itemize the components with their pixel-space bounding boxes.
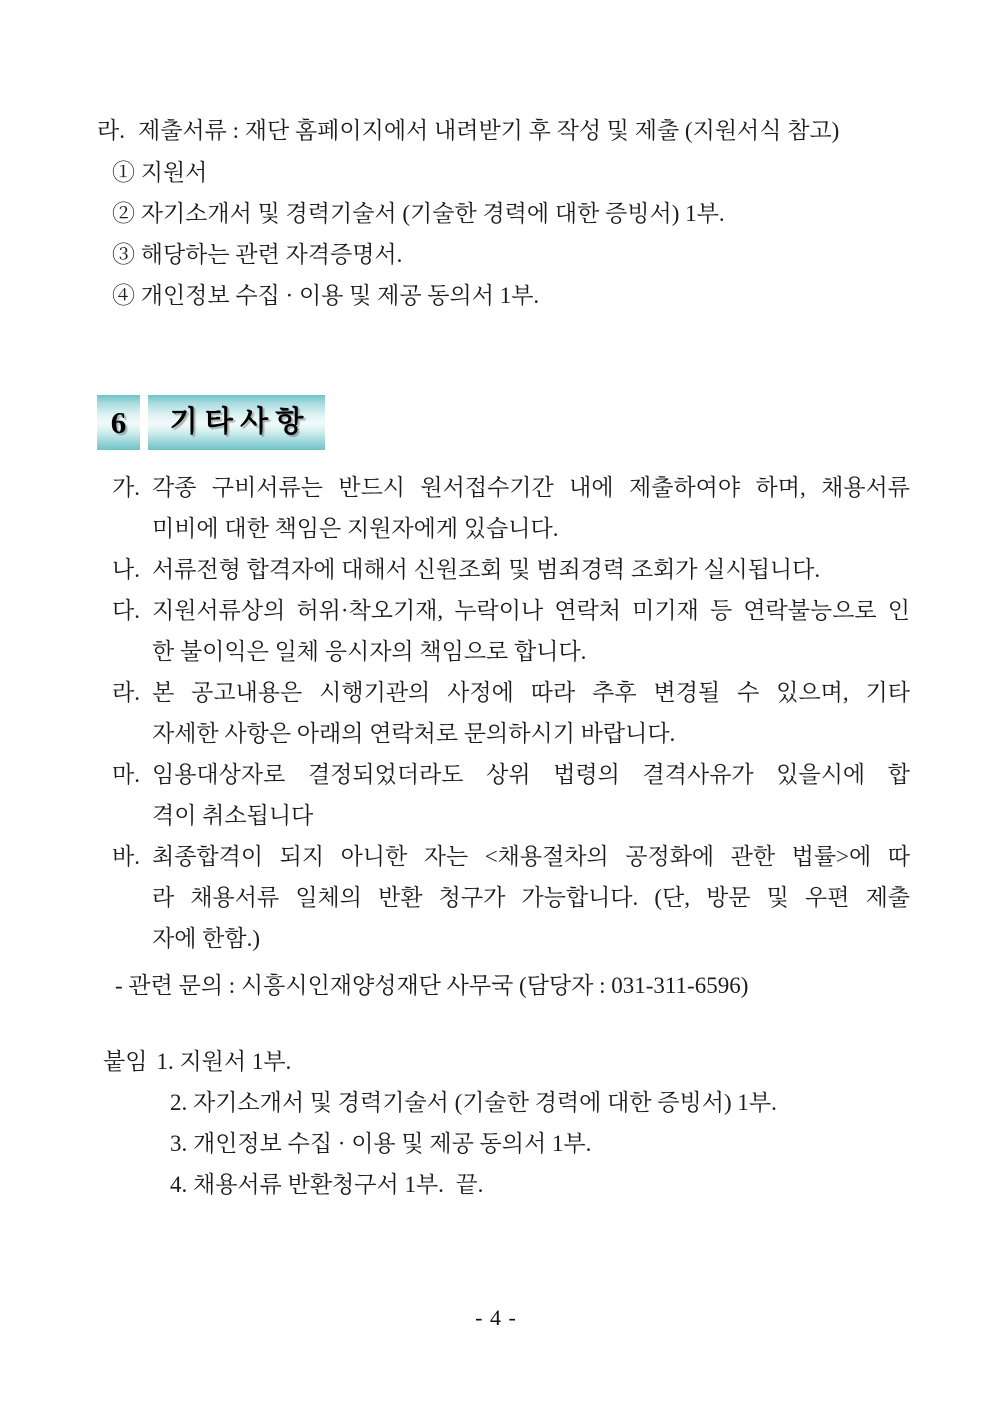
- section-number-badge: 6: [97, 395, 140, 450]
- note-line: 지원서류상의 허위·착오기재, 누락이나 연락처 미기재 등 연락불능으로 인: [152, 598, 910, 623]
- note-line: 임용대상자로 결정되었더라도 상위 법령의 결격사유가 있을시에 합: [152, 762, 910, 787]
- note-line: 라 채용서류 일체의 반환 청구가 가능합니다. (단, 방문 및 우편 제출: [152, 885, 910, 910]
- note-lines: [152, 836, 910, 959]
- note-line: 한 불이익은 일체 응시자의 책임으로 합니다.: [152, 639, 587, 664]
- submission-docs-text: 제출서류 : 재단 홈페이지에서 내려받기 후 작성 및 제출 (지원서식 참고): [138, 118, 840, 143]
- section-header: [97, 395, 910, 450]
- attachment-row: [103, 1041, 910, 1082]
- note-item: [112, 754, 910, 836]
- attachment-row: [103, 1164, 910, 1205]
- list-marker-ra: 라.: [97, 118, 125, 143]
- note-marker: 다.: [112, 598, 140, 623]
- note-lines: [152, 549, 910, 590]
- contact-line: - 관련 문의 : 시흥시인재양성재단 사무국 (담당자 : 031-311-6596): [115, 973, 749, 998]
- section-title-badge: 기 타 사 항: [148, 395, 325, 450]
- notes-list: [112, 467, 910, 959]
- note-line: 각종 구비서류는 반드시 원서접수기간 내에 제출하여야 하며, 채용서류: [152, 475, 910, 500]
- submission-item: ① 지원서: [112, 160, 208, 185]
- note-item: [112, 467, 910, 549]
- paragraph-submission-docs: [97, 110, 910, 151]
- note-marker: 가.: [112, 475, 140, 500]
- note-lines: [152, 754, 910, 836]
- note-lines: [152, 467, 910, 549]
- note-line: 격이 취소됩니다: [152, 803, 314, 828]
- attachment-row: [103, 1123, 910, 1164]
- note-lines: [152, 672, 910, 754]
- attachment-item: 2. 자기소개서 및 경력기술서 (기술한 경력에 대한 증빙서) 1부.: [170, 1090, 777, 1115]
- note-lines: [152, 590, 910, 672]
- attachment-row: [103, 1082, 910, 1123]
- note-item: [112, 836, 910, 959]
- note-marker: 마.: [112, 762, 140, 787]
- page-number: - 4 -: [475, 1305, 517, 1330]
- submission-item: ② 자기소개서 및 경력기술서 (기술한 경력에 대한 증빙서) 1부.: [112, 201, 725, 226]
- note-item: [112, 590, 910, 672]
- attachments-heading: 붙임: [103, 1049, 148, 1074]
- attachment-item: 4. 채용서류 반환청구서 1부. 끝.: [170, 1172, 484, 1197]
- note-line: 최종합격이 되지 아니한 자는 <채용절차의 공정화에 관한 법률>에 따: [152, 844, 910, 869]
- note-line: 자에 한함.): [152, 926, 261, 951]
- attachment-item: 1. 지원서 1부.: [156, 1049, 292, 1074]
- note-item: [112, 672, 910, 754]
- note-line: 미비에 대한 책임은 지원자에게 있습니다.: [152, 516, 559, 541]
- submission-item: ③ 해당하는 관련 자격증명서.: [112, 242, 403, 267]
- note-marker: 라.: [112, 680, 140, 705]
- note-marker: 나.: [112, 557, 140, 582]
- attachments-block: [103, 1041, 910, 1205]
- note-line: 자세한 사항은 아래의 연락처로 문의하시기 바랍니다.: [152, 721, 676, 746]
- submission-items-list: [112, 152, 910, 316]
- attachment-item: 3. 개인정보 수집 · 이용 및 제공 동의서 1부.: [170, 1131, 592, 1156]
- submission-item: ④ 개인정보 수집 · 이용 및 제공 동의서 1부.: [112, 283, 540, 308]
- note-line: 서류전형 합격자에 대해서 신원조회 및 범죄경력 조회가 실시됩니다.: [152, 557, 821, 582]
- note-line: 본 공고내용은 시행기관의 사정에 따라 추후 변경될 수 있으며, 기타: [152, 680, 910, 705]
- note-item: [112, 549, 910, 590]
- note-marker: 바.: [112, 844, 140, 869]
- document-content: [97, 0, 910, 1205]
